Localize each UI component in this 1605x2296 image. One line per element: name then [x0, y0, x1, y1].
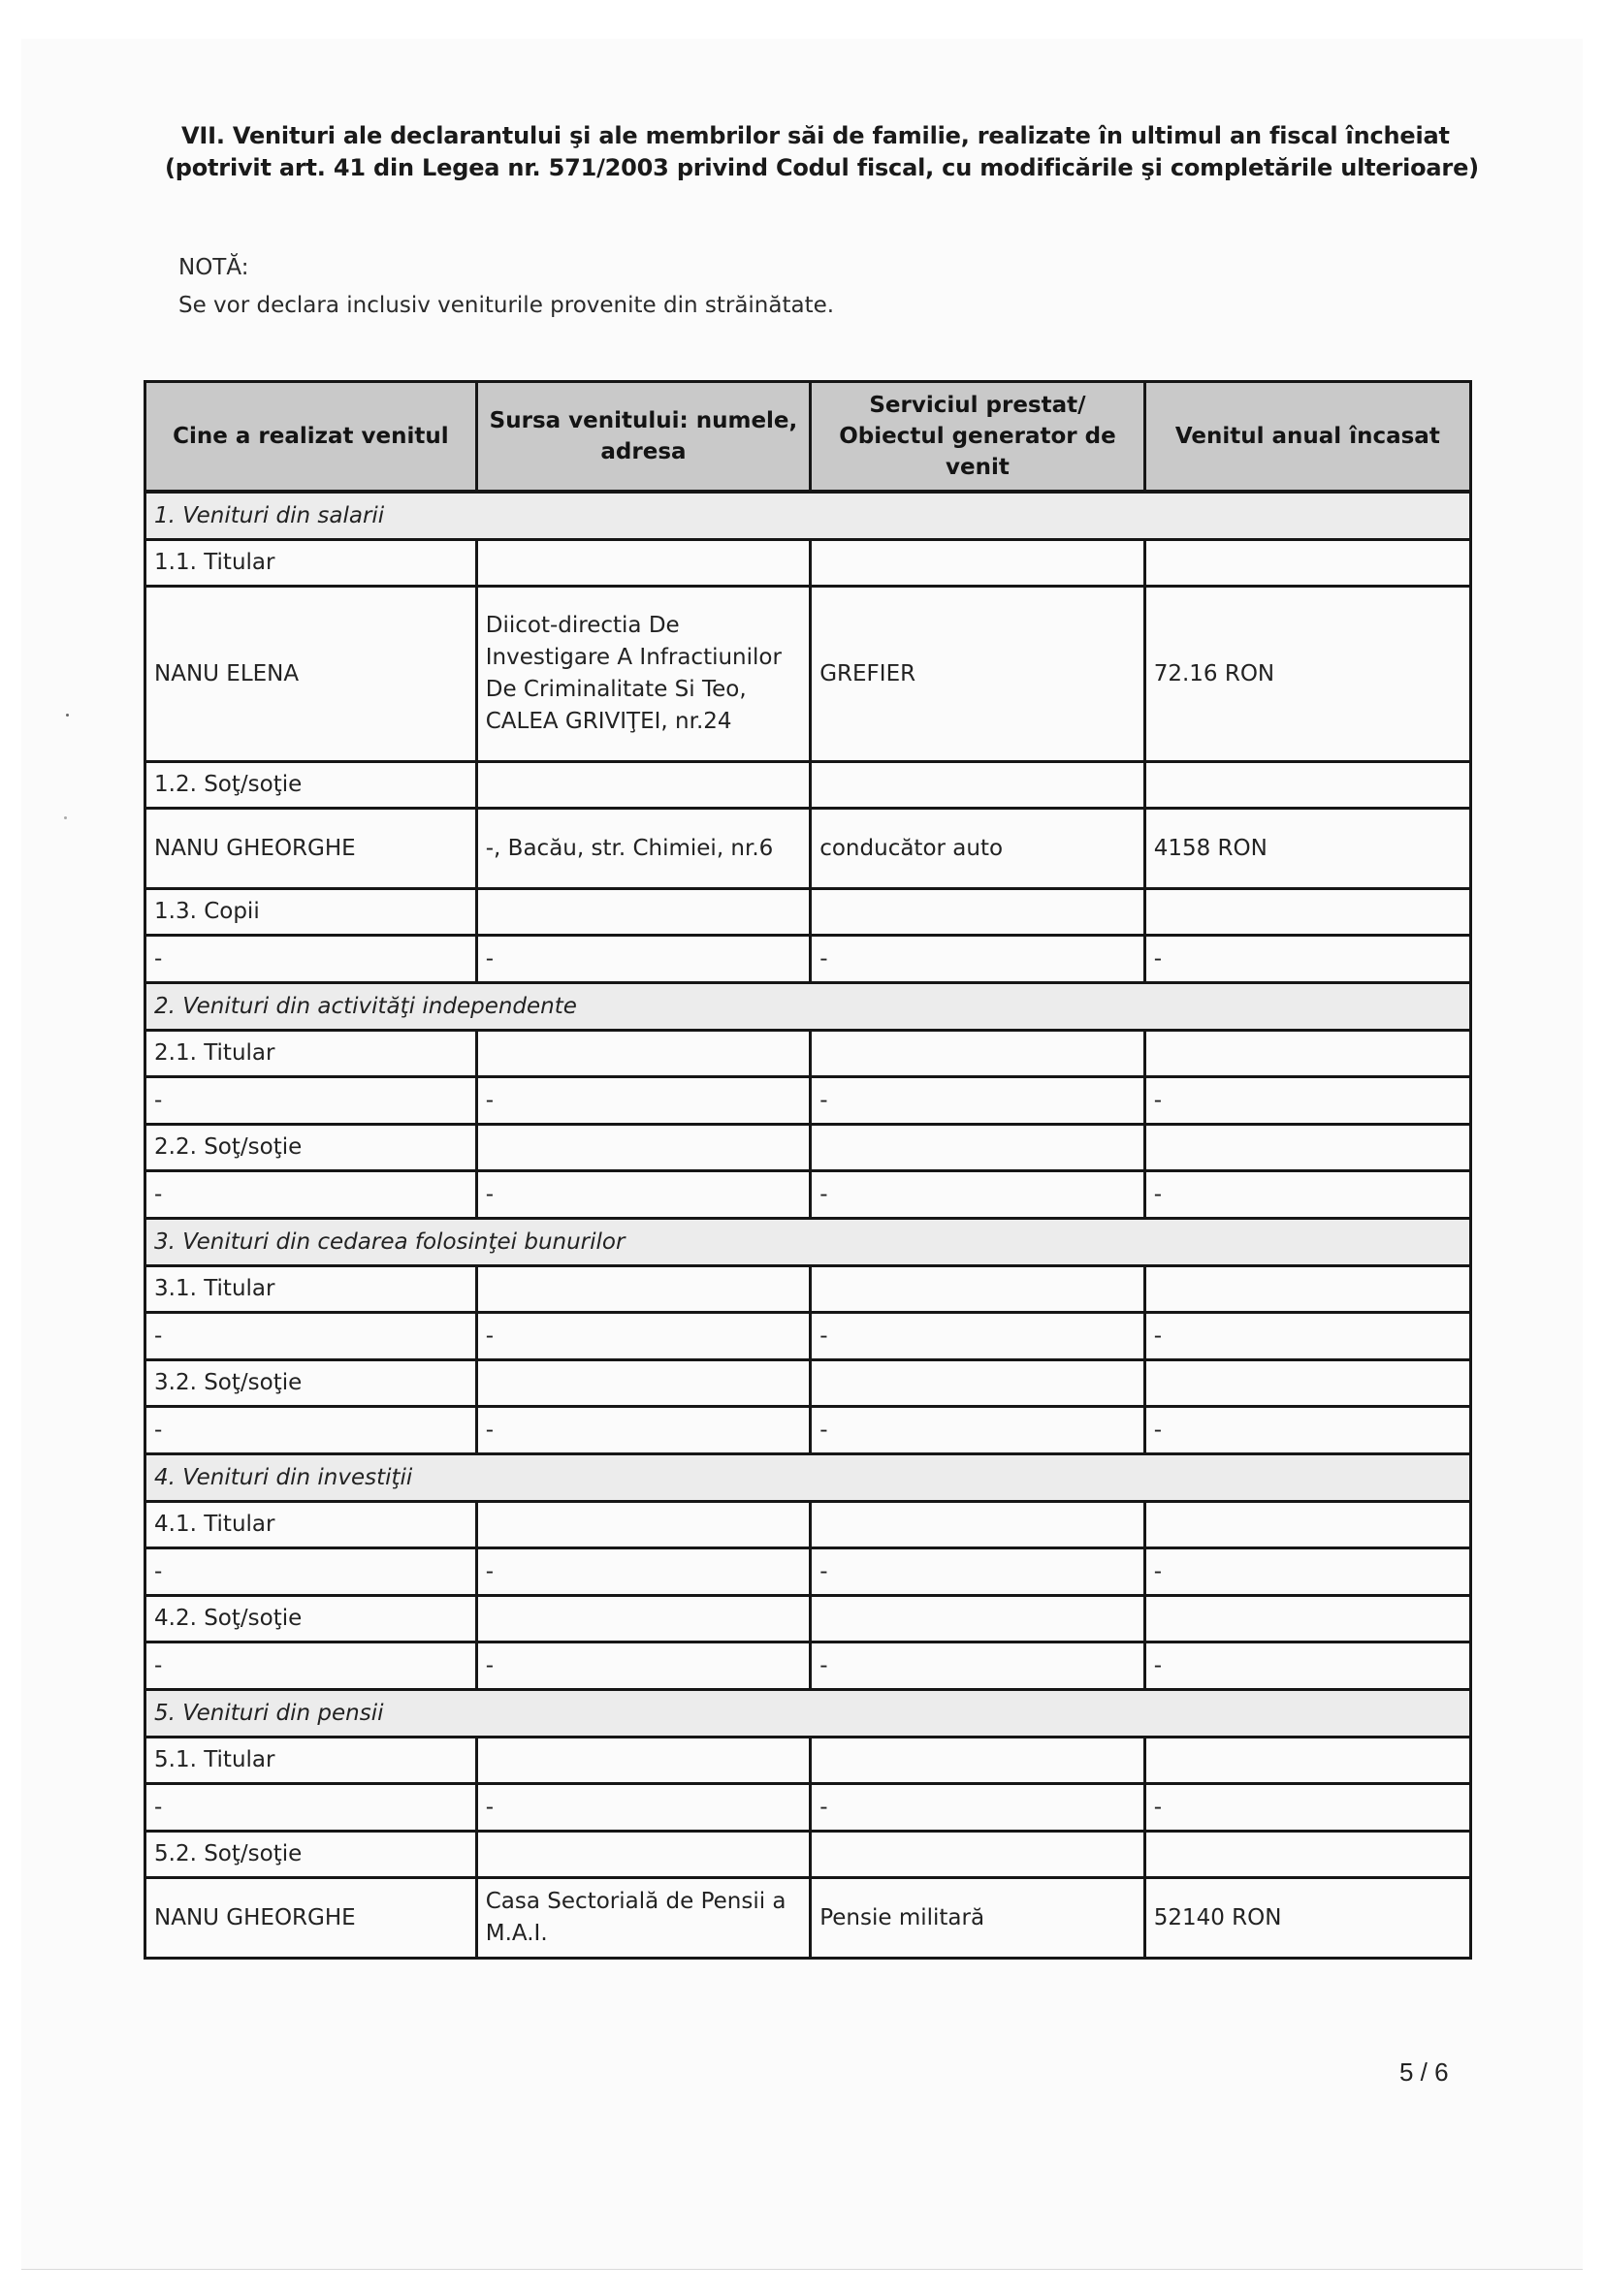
- empty-cell: [1144, 1360, 1470, 1407]
- group-label: 2.1. Titular: [145, 1031, 477, 1077]
- section-title-cell: 4. Venituri din investiţii: [145, 1454, 1471, 1502]
- empty-cell: [811, 1360, 1144, 1407]
- group-row: [145, 1502, 1471, 1548]
- cell-service: -: [811, 1784, 1144, 1832]
- cell-source: -: [476, 936, 810, 983]
- group-label: 1.1. Titular: [145, 540, 477, 587]
- empty-cell: [811, 1266, 1144, 1313]
- cell-who: NANU ELENA: [145, 587, 477, 762]
- group-row: [145, 762, 1471, 809]
- empty-cell: [811, 540, 1144, 587]
- group-label: 1.2. Soţ/soţie: [145, 762, 477, 809]
- empty-cell: [811, 1125, 1144, 1171]
- table-row: [145, 1878, 1471, 1959]
- header-service: Serviciul prestat/ Obiectul generator de venit: [811, 382, 1144, 493]
- table-row: [145, 1548, 1471, 1596]
- empty-cell: [1144, 1266, 1470, 1313]
- section-row: [145, 983, 1471, 1031]
- empty-cell: [1144, 1596, 1470, 1642]
- cell-amount: 52140 RON: [1144, 1878, 1470, 1959]
- section-row: [145, 1690, 1471, 1738]
- group-row: [145, 1266, 1471, 1313]
- group-label: 4.2. Soţ/soţie: [145, 1596, 477, 1642]
- section-title-cell: 2. Venituri din activităţi independente: [145, 983, 1471, 1031]
- group-label: 3.1. Titular: [145, 1266, 477, 1313]
- empty-cell: [811, 1738, 1144, 1784]
- group-row: [145, 1832, 1471, 1878]
- empty-cell: [811, 762, 1144, 809]
- income-table: [144, 380, 1472, 1960]
- empty-cell: [1144, 762, 1470, 809]
- section-row: [145, 492, 1471, 540]
- cell-amount: -: [1144, 1642, 1470, 1690]
- table-row: [145, 1407, 1471, 1454]
- cell-service: -: [811, 1313, 1144, 1360]
- cell-source: -: [476, 1313, 810, 1360]
- cell-service: conducător auto: [811, 809, 1144, 889]
- cell-who: -: [145, 1077, 477, 1125]
- cell-source: Casa Sectorială de Pensii a M.A.I.: [476, 1878, 810, 1959]
- section-row: [145, 1219, 1471, 1266]
- header-who: Cine a realizat venitul: [145, 382, 477, 493]
- cell-service: Pensie militară: [811, 1878, 1144, 1959]
- group-label: 5.1. Titular: [145, 1738, 477, 1784]
- cell-amount: -: [1144, 1407, 1470, 1454]
- header-source: Sursa venitului: numele, adresa: [476, 382, 810, 493]
- cell-who: -: [145, 1784, 477, 1832]
- section-row: [145, 1454, 1471, 1502]
- empty-cell: [1144, 1738, 1470, 1784]
- group-label: 2.2. Soţ/soţie: [145, 1125, 477, 1171]
- cell-service: GREFIER: [811, 587, 1144, 762]
- cell-who: -: [145, 1171, 477, 1219]
- cell-amount: -: [1144, 1171, 1470, 1219]
- section-title: VII. Venituri ale declarantului şi ale membrilor săi de familie, realizate în ultimul an fiscal încheiat (potrivit art. 41 din Legea nr. 571/2003 privind Codul fiscal, cu modificările şi completările ulterioare): [165, 122, 1479, 181]
- cell-amount: -: [1144, 1784, 1470, 1832]
- group-row: [145, 1596, 1471, 1642]
- page-number: 5 / 6: [1399, 2057, 1449, 2087]
- table-row: [145, 936, 1471, 983]
- cell-source: Diicot-directia De Investigare A Infractiunilor De Criminalitate Si Teo, CALEA GRIVIŢEI, nr.24: [476, 587, 810, 762]
- cell-service: -: [811, 1077, 1144, 1125]
- empty-cell: [1144, 1502, 1470, 1548]
- empty-cell: [1144, 1031, 1470, 1077]
- cell-amount: -: [1144, 1077, 1470, 1125]
- cell-amount: 4158 RON: [1144, 809, 1470, 889]
- section-title-cell: 5. Venituri din pensii: [145, 1690, 1471, 1738]
- table-row: [145, 1171, 1471, 1219]
- cell-source: -: [476, 1077, 810, 1125]
- cell-service: -: [811, 1548, 1144, 1596]
- section-title-cell: 1. Venituri din salarii: [145, 492, 1471, 540]
- table-body: [145, 492, 1471, 1959]
- empty-cell: [476, 540, 810, 587]
- cell-who: -: [145, 1407, 477, 1454]
- group-label: 1.3. Copii: [145, 889, 477, 936]
- empty-cell: [811, 1596, 1144, 1642]
- group-row: [145, 889, 1471, 936]
- group-row: [145, 1031, 1471, 1077]
- cell-amount: 72.16 RON: [1144, 587, 1470, 762]
- cell-service: -: [811, 1171, 1144, 1219]
- table-row: [145, 1642, 1471, 1690]
- empty-cell: [476, 1832, 810, 1878]
- cell-source: -, Bacău, str. Chimiei, nr.6: [476, 809, 810, 889]
- cell-source: -: [476, 1642, 810, 1690]
- empty-cell: [476, 1596, 810, 1642]
- empty-cell: [476, 1502, 810, 1548]
- cell-amount: -: [1144, 1313, 1470, 1360]
- cell-amount: -: [1144, 936, 1470, 983]
- table-row: [145, 1313, 1471, 1360]
- empty-cell: [811, 1502, 1144, 1548]
- empty-cell: [476, 1031, 810, 1077]
- cell-who: -: [145, 1548, 477, 1596]
- empty-cell: [811, 889, 1144, 936]
- table-row: [145, 1784, 1471, 1832]
- scan-speck: [66, 714, 69, 717]
- empty-cell: [476, 1266, 810, 1313]
- empty-cell: [476, 762, 810, 809]
- header-annual-income: Venitul anual încasat: [1144, 382, 1470, 493]
- group-label: 5.2. Soţ/soţie: [145, 1832, 477, 1878]
- cell-who: NANU GHEORGHE: [145, 809, 477, 889]
- empty-cell: [811, 1832, 1144, 1878]
- cell-source: -: [476, 1548, 810, 1596]
- group-row: [145, 540, 1471, 587]
- cell-who: -: [145, 1642, 477, 1690]
- cell-who: -: [145, 936, 477, 983]
- section-title-cell: 3. Venituri din cedarea folosinţei bunurilor: [145, 1219, 1471, 1266]
- cell-service: -: [811, 1407, 1144, 1454]
- group-row: [145, 1125, 1471, 1171]
- cell-source: -: [476, 1407, 810, 1454]
- group-label: 4.1. Titular: [145, 1502, 477, 1548]
- cell-source: -: [476, 1171, 810, 1219]
- note-text: Se vor declara inclusiv veniturile provenite din străinătate.: [178, 293, 835, 318]
- cell-who: -: [145, 1313, 477, 1360]
- table-row: [145, 587, 1471, 762]
- cell-source: -: [476, 1784, 810, 1832]
- scan-speck: [64, 816, 67, 819]
- empty-cell: [1144, 1832, 1470, 1878]
- group-label: 3.2. Soţ/soţie: [145, 1360, 477, 1407]
- group-row: [145, 1738, 1471, 1784]
- empty-cell: [1144, 1125, 1470, 1171]
- empty-cell: [811, 1031, 1144, 1077]
- table-row: [145, 809, 1471, 889]
- empty-cell: [476, 1125, 810, 1171]
- group-row: [145, 1360, 1471, 1407]
- header-row: [145, 382, 1471, 493]
- empty-cell: [1144, 540, 1470, 587]
- empty-cell: [476, 1360, 810, 1407]
- empty-cell: [476, 889, 810, 936]
- cell-service: -: [811, 936, 1144, 983]
- cell-who: NANU GHEORGHE: [145, 1878, 477, 1959]
- note-label: NOTĂ:: [178, 255, 249, 280]
- empty-cell: [476, 1738, 810, 1784]
- cell-amount: -: [1144, 1548, 1470, 1596]
- empty-cell: [1144, 889, 1470, 936]
- table-row: [145, 1077, 1471, 1125]
- cell-service: -: [811, 1642, 1144, 1690]
